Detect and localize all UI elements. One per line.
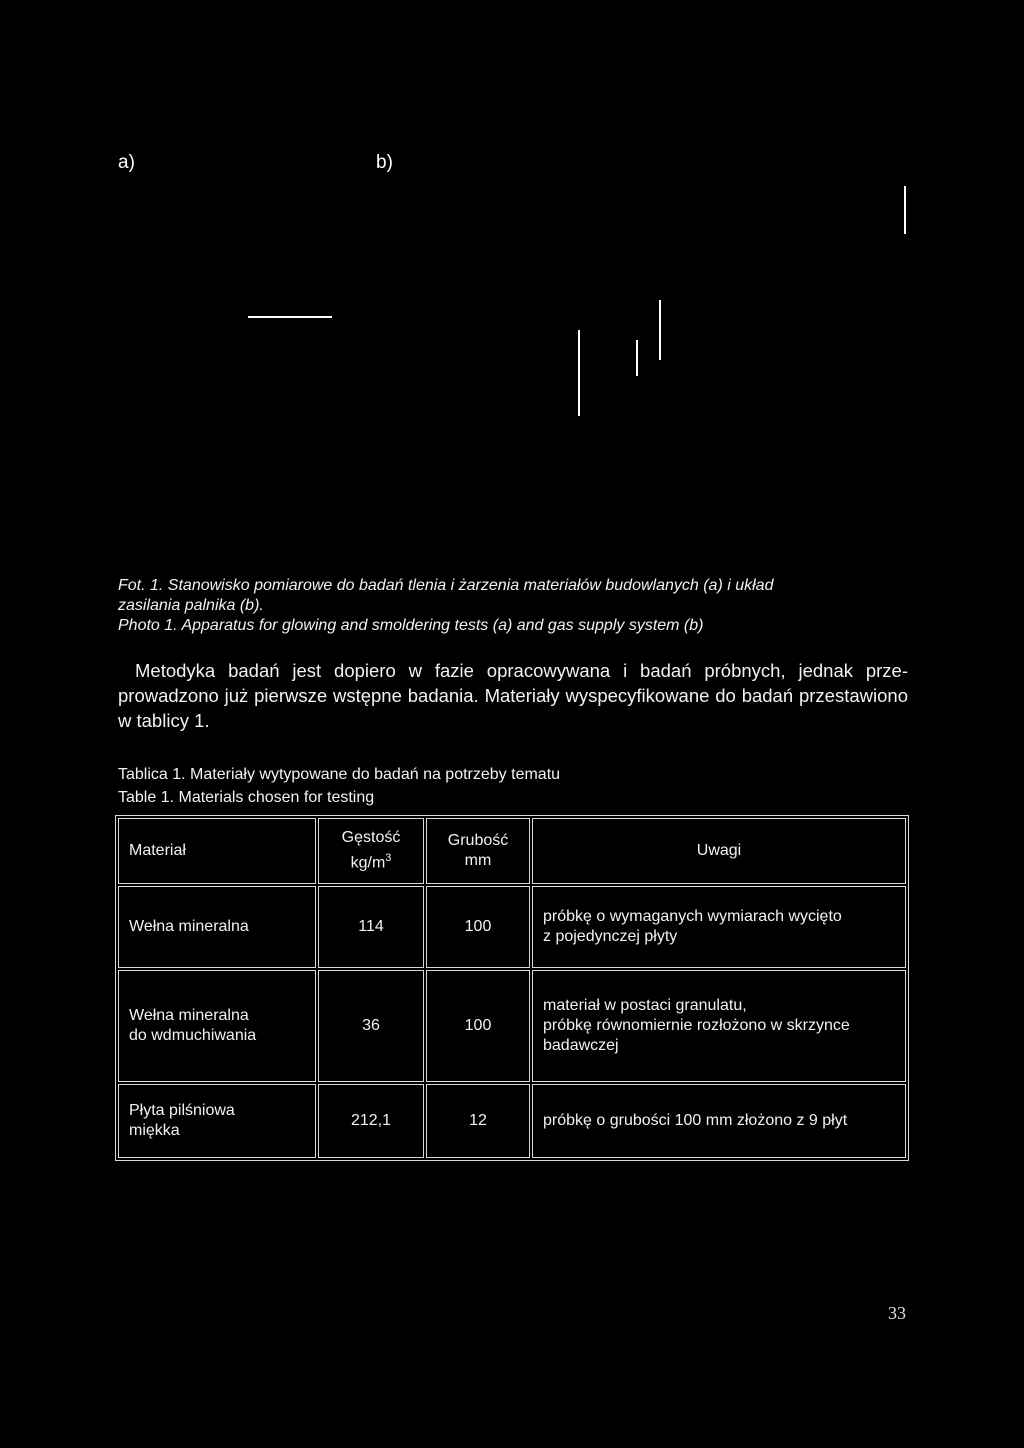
remarks-line: badawczej [543,1037,619,1054]
remarks-line: próbkę o grubości 100 mm złożono z 9 płyt [543,1112,848,1129]
table-header-row [118,818,906,884]
table-row [118,970,906,1082]
header-density [318,818,424,884]
material-line: Płyta pilśniowa [129,1102,235,1119]
cell-thickness: 100 [426,886,530,968]
materials-table [115,815,909,1161]
photo-b-label: b) [376,152,393,173]
photo-a-label: a) [118,152,135,173]
table-caption-en: Table 1. Materials chosen for testing [118,789,375,806]
density-unit-base: kg/m [350,854,386,872]
cell-thickness: 12 [426,1084,530,1158]
remarks-line: z pojedynczej płyty [543,928,678,945]
cell-thickness: 100 [426,970,530,1082]
table-row [118,1084,906,1158]
photo-detail-stroke [636,340,638,376]
header-thickness [426,818,530,884]
header-density-label: Gęstość [341,829,401,847]
cell-material [118,970,316,1082]
material-line: Wełna mineralna [129,918,249,935]
cell-density: 212,1 [318,1084,424,1158]
page-number: 33 [888,1303,906,1323]
caption-line: Fot. 1. Stanowisko pomiarowe do badań tlenia i żarzenia materiałów budowlanych (a) i układ [118,577,774,594]
photo-detail-stroke [578,330,580,416]
cell-remarks [532,886,906,968]
remarks-line: próbkę o wymaganych wymiarach wycięto [543,908,842,925]
cell-material [118,886,316,968]
header-thickness-unit: mm [464,852,492,869]
table-caption-pl: Tablica 1. Materiały wytypowane do badań na potrzeby tematu [118,766,561,783]
material-line: miękka [129,1122,180,1139]
cell-material [118,1084,316,1158]
density-unit-exponent: 3 [385,852,392,865]
cell-remarks [532,970,906,1082]
body-paragraph: Metodyka badań jest dopiero w fazie opracowywana i badań próbnych, jednak prze-prowadzono już pierwsze wstępne badania. Materiały wyspecyfikowane do badań przestawiono w tablicy 1. [118,660,908,731]
header-density-unit [329,848,413,873]
photo-detail-stroke [248,316,332,318]
header-material: Materiał [118,818,316,884]
header-thickness-label: Grubość [447,832,509,849]
photo-detail-stroke [904,186,906,234]
table-row [118,886,906,968]
caption-line: Photo 1. Apparatus for glowing and smoldering tests (a) and gas supply system (b) [118,617,704,634]
remarks-line: próbkę równomiernie rozłożono w skrzynce [543,1017,850,1034]
material-line: Wełna mineralna [129,1007,249,1024]
photo-caption [118,576,898,636]
photo-detail-stroke [659,300,661,360]
photo-area [118,180,908,560]
caption-line: zasilania palnika (b). [118,597,264,614]
remarks-line: materiał w postaci granulatu, [543,997,747,1014]
header-remarks: Uwagi [532,818,906,884]
cell-density: 114 [318,886,424,968]
material-line: do wdmuchiwania [129,1027,257,1044]
cell-density: 36 [318,970,424,1082]
cell-remarks [532,1084,906,1158]
